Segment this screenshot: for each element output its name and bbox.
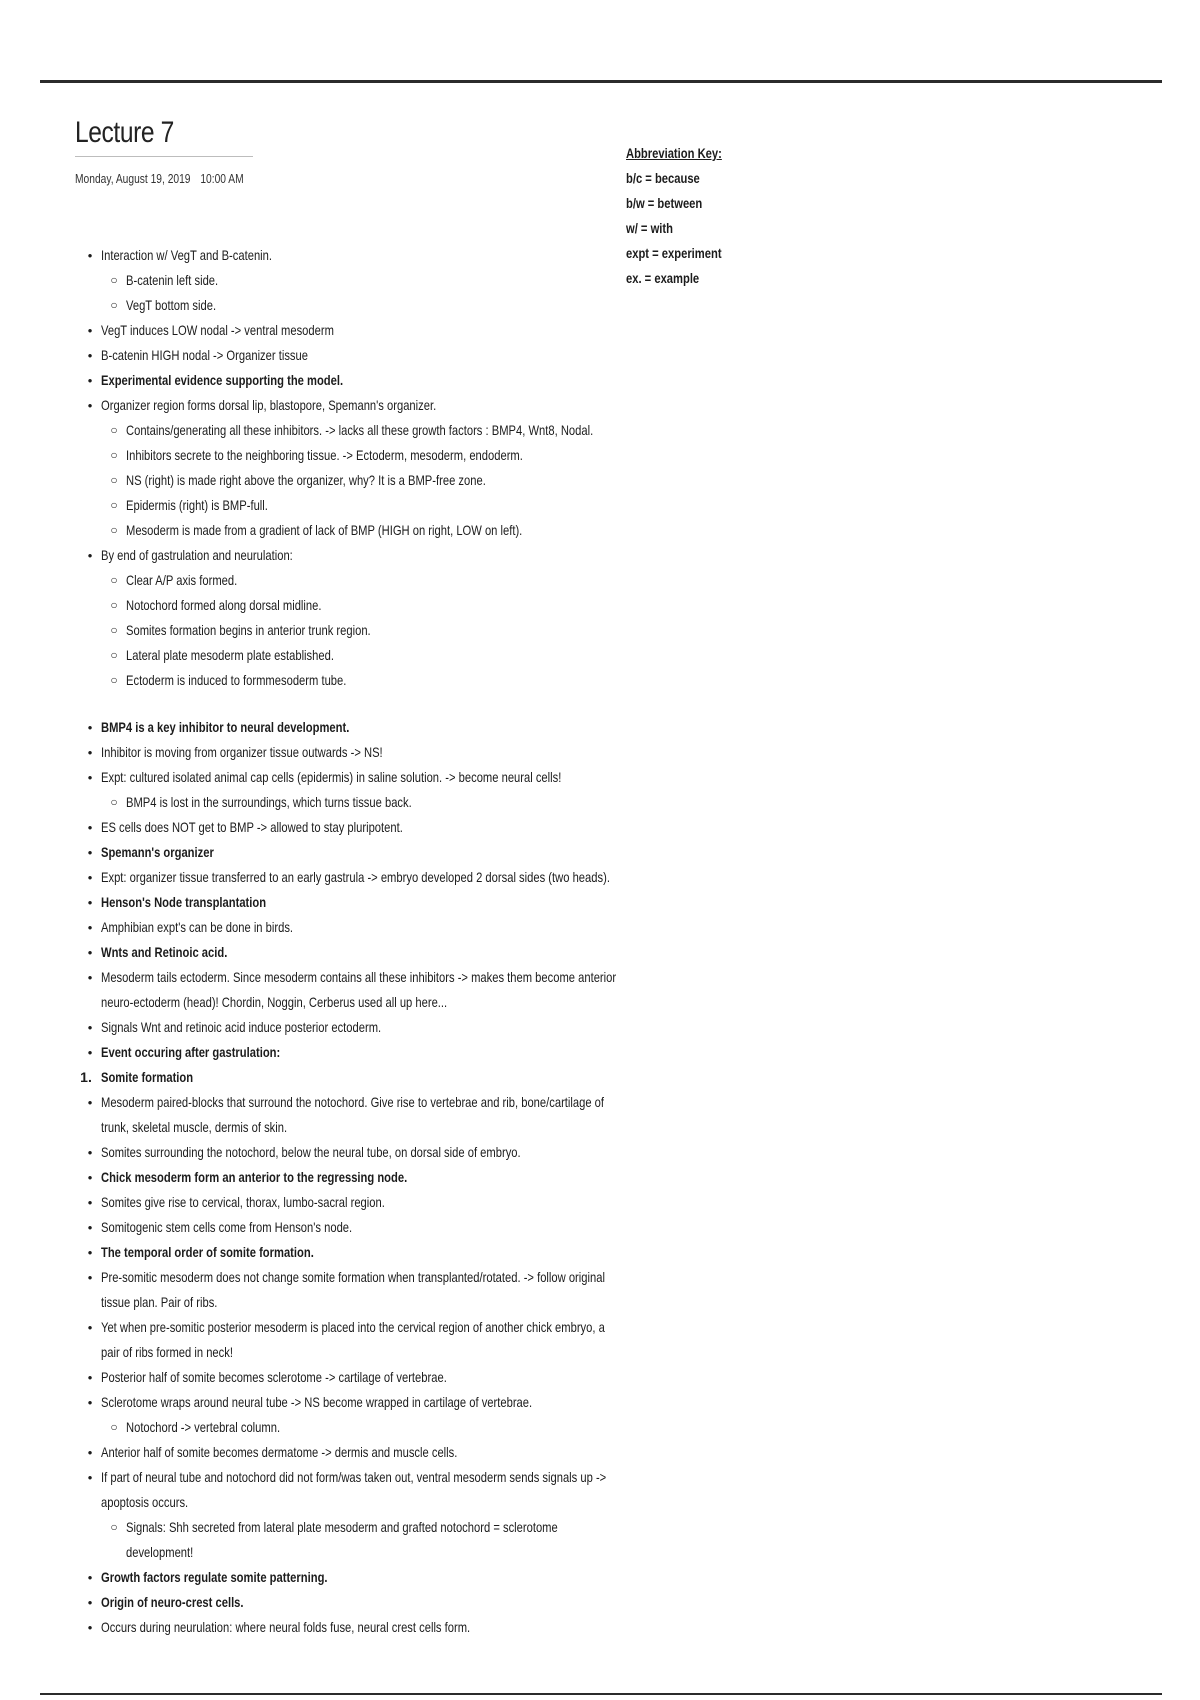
page-datetime — [75, 172, 244, 186]
note-heading: The temporal order of somite formation. — [101, 1244, 314, 1260]
note-text: Inhibitors secrete to the neighboring tissue. -> Ectoderm, mesoderm, endoderm. — [126, 447, 523, 463]
note-line — [0, 1415, 760, 1440]
note-line — [0, 1490, 760, 1515]
bullet-icon: • — [87, 1095, 93, 1110]
note-line — [0, 715, 760, 740]
sub-bullet-icon: ○ — [110, 498, 118, 512]
note-line — [0, 965, 760, 990]
note-line — [0, 1590, 760, 1615]
note-text: Lateral plate mesoderm plate established. — [126, 647, 334, 663]
note-line — [0, 1165, 760, 1190]
note-line — [0, 693, 760, 715]
bullet-icon: • — [87, 1195, 93, 1210]
note-line — [0, 1515, 760, 1540]
note-text: Pre-somitic mesoderm does not change somite formation when transplanted/rotated. -> follow original — [101, 1269, 605, 1285]
note-text: Ectoderm is induced to formmesoderm tube. — [126, 672, 347, 688]
bullet-icon: • — [87, 920, 93, 935]
sub-bullet-icon: ○ — [110, 598, 118, 612]
note-text: Posterior half of somite becomes sclerotome -> cartilage of vertebrae. — [101, 1369, 447, 1385]
bullet-icon: • — [87, 1620, 93, 1635]
bullet-icon: • — [87, 770, 93, 785]
note-line — [0, 1365, 760, 1390]
note-heading: Wnts and Retinoic acid. — [101, 944, 228, 960]
sub-bullet-icon: ○ — [110, 448, 118, 462]
note-text: Somites surrounding the notochord, below the neural tube, on dorsal side of embryo. — [101, 1144, 521, 1160]
bullet-icon: • — [87, 1045, 93, 1060]
note-text: Contains/generating all these inhibitors. -> lacks all these growth factors : BMP4, Wnt8, Nodal. — [126, 422, 594, 438]
bullet-icon: • — [87, 398, 93, 413]
note-text: Signals: Shh secreted from lateral plate mesoderm and grafted notochord = sclerotome — [126, 1519, 558, 1535]
bullet-icon: • — [87, 1470, 93, 1485]
note-text: tissue plan. Pair of ribs. — [101, 1294, 218, 1310]
note-text: Mesoderm paired-blocks that surround the notochord. Give rise to vertebrae and rib, bone/cartilage of — [101, 1094, 605, 1110]
note-line — [0, 1440, 760, 1465]
note-line — [0, 593, 760, 618]
list-number: 1. — [80, 1069, 92, 1085]
bullet-icon: • — [87, 1395, 93, 1410]
note-heading: BMP4 is a key inhibitor to neural development. — [101, 719, 350, 735]
note-text: Notochord formed along dorsal midline. — [126, 597, 322, 613]
bullet-icon: • — [87, 248, 93, 263]
note-text: VegT induces LOW nodal -> ventral mesoderm — [101, 322, 334, 338]
page-time: 10:00 AM — [200, 172, 244, 186]
note-text: apoptosis occurs. — [101, 1494, 189, 1510]
note-text: B-catenin HIGH nodal -> Organizer tissue — [101, 347, 308, 363]
note-line — [0, 1140, 760, 1165]
bullet-icon: • — [87, 1145, 93, 1160]
bullet-icon: • — [87, 1445, 93, 1460]
note-line — [0, 493, 760, 518]
title-underline — [75, 156, 253, 157]
note-text: Mesoderm tails ectoderm. Since mesoderm contains all these inhibitors -> makes them become anterior — [101, 969, 617, 985]
note-line — [0, 740, 760, 765]
abbreviation-key-title: Abbreviation Key: — [626, 145, 722, 161]
note-line — [0, 1565, 760, 1590]
bullet-icon: • — [87, 970, 93, 985]
sub-bullet-icon: ○ — [110, 648, 118, 662]
bullet-icon: • — [87, 745, 93, 760]
note-line — [0, 815, 760, 840]
note-text: Mesoderm is made from a gradient of lack of BMP (HIGH on right, LOW on left). — [126, 522, 523, 538]
note-text: VegT bottom side. — [126, 297, 217, 313]
note-line — [0, 865, 760, 890]
note-line — [0, 1290, 760, 1315]
note-line — [0, 990, 760, 1015]
sub-bullet-icon: ○ — [110, 573, 118, 587]
bullet-icon: • — [87, 895, 93, 910]
bullet-icon: • — [87, 1320, 93, 1335]
bullet-icon: • — [87, 1595, 93, 1610]
bullet-icon: • — [87, 348, 93, 363]
note-line — [0, 1390, 760, 1415]
note-text: Expt: cultured isolated animal cap cells (epidermis) in saline solution. -> become neural cells! — [101, 769, 562, 785]
note-text: Occurs during neurulation: where neural folds fuse, neural crest cells form. — [101, 1619, 471, 1635]
note-text: Clear A/P axis formed. — [126, 572, 238, 588]
note-line — [0, 790, 760, 815]
note-line — [0, 1090, 760, 1115]
note-line — [0, 1065, 760, 1090]
bottom-divider — [40, 1693, 1162, 1695]
bullet-icon: • — [87, 945, 93, 960]
bullet-icon: • — [87, 1020, 93, 1035]
bullet-icon: • — [87, 1270, 93, 1285]
bullet-icon: • — [87, 845, 93, 860]
note-line — [0, 393, 760, 418]
note-text: Somites formation begins in anterior trunk region. — [126, 622, 371, 638]
sub-bullet-icon: ○ — [110, 795, 118, 809]
note-line — [0, 293, 760, 318]
note-line — [0, 765, 760, 790]
sub-bullet-icon: ○ — [110, 623, 118, 637]
note-heading: Experimental evidence supporting the model. — [101, 372, 344, 388]
note-text: development! — [126, 1544, 194, 1560]
note-line — [0, 890, 760, 915]
note-text: Organizer region forms dorsal lip, blastopore, Spemann's organizer. — [101, 397, 437, 413]
abbreviation-item: expt = experiment — [626, 245, 722, 261]
sub-bullet-icon: ○ — [110, 473, 118, 487]
note-text: Interaction w/ VegT and B-catenin. — [101, 247, 273, 263]
note-line — [0, 1340, 760, 1365]
note-line — [0, 1015, 760, 1040]
sub-bullet-icon: ○ — [110, 1420, 118, 1434]
abbreviation-item: b/w = between — [626, 195, 703, 211]
note-line — [0, 343, 760, 368]
note-line — [0, 543, 760, 568]
note-heading: Growth factors regulate somite patterning. — [101, 1569, 328, 1585]
bullet-icon: • — [87, 820, 93, 835]
bullet-icon: • — [87, 373, 93, 388]
abbreviation-item: b/c = because — [626, 170, 700, 186]
note-line — [0, 618, 760, 643]
note-text: pair of ribs formed in neck! — [101, 1344, 233, 1360]
note-line — [0, 643, 760, 668]
abbreviation-item: ex. = example — [626, 270, 700, 286]
note-heading: Henson's Node transplantation — [101, 894, 267, 910]
note-heading: Event occuring after gastrulation: — [101, 1044, 281, 1060]
note-line — [0, 1540, 760, 1565]
page-title: Lecture 7 — [75, 116, 174, 149]
note-heading: Chick mesoderm form an anterior to the regressing node. — [101, 1169, 408, 1185]
page-date: Monday, August 19, 2019 — [75, 172, 191, 186]
note-line — [0, 1265, 760, 1290]
note-text: Somites give rise to cervical, thorax, lumbo-sacral region. — [101, 1194, 385, 1210]
note-text: By end of gastrulation and neurulation: — [101, 547, 293, 563]
note-text: ES cells does NOT get to BMP -> allowed to stay pluripotent. — [101, 819, 403, 835]
note-line — [0, 1040, 760, 1065]
note-text: trunk, skeletal muscle, dermis of skin. — [101, 1119, 288, 1135]
note-text: Inhibitor is moving from organizer tissue outwards -> NS! — [101, 744, 383, 760]
note-text: Notochord -> vertebral column. — [126, 1419, 281, 1435]
sub-bullet-icon: ○ — [110, 673, 118, 687]
sub-bullet-icon: ○ — [110, 298, 118, 312]
note-text: If part of neural tube and notochord did not form/was taken out, ventral mesoderm sends signals up -> — [101, 1469, 607, 1485]
note-line — [0, 915, 760, 940]
note-text: Sclerotome wraps around neural tube -> NS become wrapped in cartilage of vertebrae. — [101, 1394, 533, 1410]
note-text: Anterior half of somite becomes dermatome -> dermis and muscle cells. — [101, 1444, 458, 1460]
note-text: Somitogenic stem cells come from Henson's node. — [101, 1219, 353, 1235]
note-text: Epidermis (right) is BMP-full. — [126, 497, 268, 513]
note-heading: Spemann's organizer — [101, 844, 214, 860]
abbreviation-item: w/ = with — [626, 220, 673, 236]
bullet-icon: • — [87, 1245, 93, 1260]
note-line — [0, 243, 760, 268]
bullet-icon: • — [87, 548, 93, 563]
note-line — [0, 840, 760, 865]
bullet-icon: • — [87, 1570, 93, 1585]
note-line — [0, 518, 760, 543]
bullet-icon: • — [87, 720, 93, 735]
note-text: Expt: organizer tissue transferred to an early gastrula -> embryo developed 2 dorsal sides (two heads). — [101, 869, 610, 885]
note-text: Signals Wnt and retinoic acid induce posterior ectoderm. — [101, 1019, 382, 1035]
bullet-icon: • — [87, 1370, 93, 1385]
note-line — [0, 418, 760, 443]
bullet-icon: • — [87, 870, 93, 885]
note-line — [0, 1190, 760, 1215]
note-heading: Origin of neuro-crest cells. — [101, 1594, 244, 1610]
note-line — [0, 940, 760, 965]
note-line — [0, 268, 760, 293]
note-text: neuro-ectoderm (head)! Chordin, Noggin, Cerberus used all up here... — [101, 994, 448, 1010]
sub-bullet-icon: ○ — [110, 423, 118, 437]
note-line — [0, 1240, 760, 1265]
bullet-icon: • — [87, 323, 93, 338]
note-text: BMP4 is lost in the surroundings, which turns tissue back. — [126, 794, 412, 810]
note-line — [0, 468, 760, 493]
bullet-icon: • — [87, 1220, 93, 1235]
top-divider — [40, 80, 1162, 83]
sub-bullet-icon: ○ — [110, 1520, 118, 1534]
note-line — [0, 668, 760, 693]
note-text: NS (right) is made right above the organizer, why? It is a BMP-free zone. — [126, 472, 486, 488]
sub-bullet-icon: ○ — [110, 273, 118, 287]
note-line — [0, 318, 760, 343]
note-line — [0, 568, 760, 593]
note-line — [0, 368, 760, 393]
note-line — [0, 1315, 760, 1340]
note-text: B-catenin left side. — [126, 272, 219, 288]
sub-bullet-icon: ○ — [110, 523, 118, 537]
note-line — [0, 1615, 760, 1640]
note-text: Yet when pre-somitic posterior mesoderm is placed into the cervical region of another chick embryo, a — [101, 1319, 605, 1335]
note-line — [0, 443, 760, 468]
notes-list — [0, 243, 760, 1640]
note-heading: Somite formation — [101, 1069, 194, 1085]
bullet-icon: • — [87, 1170, 93, 1185]
note-line — [0, 1215, 760, 1240]
note-text: Amphibian expt's can be done in birds. — [101, 919, 294, 935]
note-line — [0, 1115, 760, 1140]
note-line — [0, 1465, 760, 1490]
